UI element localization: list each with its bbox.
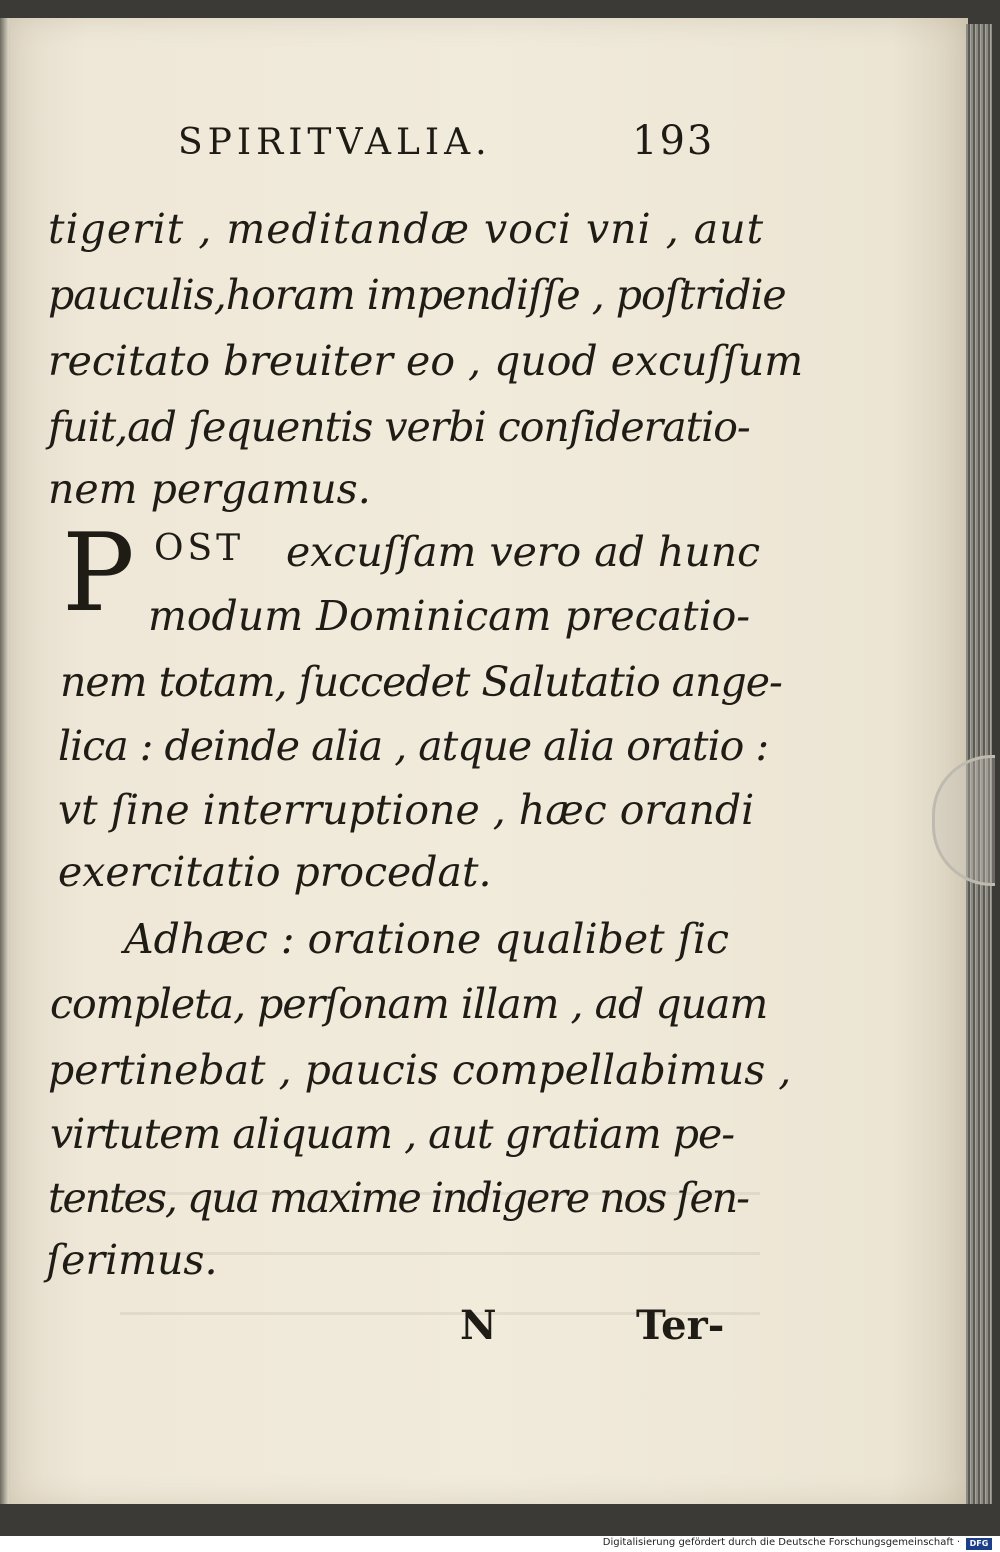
text-line: excuſſam vero ad hunc bbox=[286, 528, 761, 576]
text-line: pauculis,horam impendiſſe , poſtridie bbox=[48, 271, 786, 319]
text-line: nem pergamus. bbox=[48, 465, 371, 513]
small-caps-word: OST bbox=[154, 528, 245, 569]
text-line: virtutem aliquam , aut gratiam pe- bbox=[50, 1110, 735, 1158]
text-line: tentes, qua maxime indigere nos ſen- bbox=[48, 1174, 748, 1222]
text-line: completa, perſonam illam , ad quam bbox=[50, 980, 768, 1028]
text-line: nem totam, ſuccedet Salutatio ange- bbox=[60, 658, 782, 706]
digitization-footer bbox=[0, 1536, 1000, 1552]
text-line: lica : deinde alia , atque alia oratio : bbox=[58, 722, 769, 770]
text-line: modum Dominicam precatio- bbox=[148, 592, 751, 640]
text-line: recitato breuiter eo , quod excuſſum bbox=[48, 337, 804, 385]
catchword: Ter- bbox=[636, 1302, 725, 1349]
drop-capital: P bbox=[62, 511, 135, 636]
running-head: SPIRITVALIA. bbox=[178, 122, 492, 163]
text-line: ſerimus. bbox=[46, 1236, 218, 1284]
digitization-credit: Digitalisierung gefördert durch die Deutsche Forschungsgemeinschaft · bbox=[602, 1537, 960, 1548]
text-line: Adhæc : oratione qualibet ſic bbox=[124, 915, 729, 963]
text-line: pertinebat , paucis compellabimus , bbox=[48, 1046, 792, 1094]
signature-mark: N bbox=[460, 1302, 497, 1349]
text-line: vt ſine interruptione , hæc orandi bbox=[58, 786, 755, 834]
text-line: exercitatio procedat. bbox=[58, 848, 492, 896]
text-line: fuit,ad ſequentis verbi conſideratio- bbox=[48, 403, 750, 451]
dfg-logo-icon: DFG bbox=[966, 1538, 992, 1550]
scan-border bbox=[0, 1504, 1000, 1536]
page-number: 193 bbox=[632, 118, 715, 164]
text-line: tigerit , meditandæ voci vni , aut bbox=[48, 205, 765, 253]
